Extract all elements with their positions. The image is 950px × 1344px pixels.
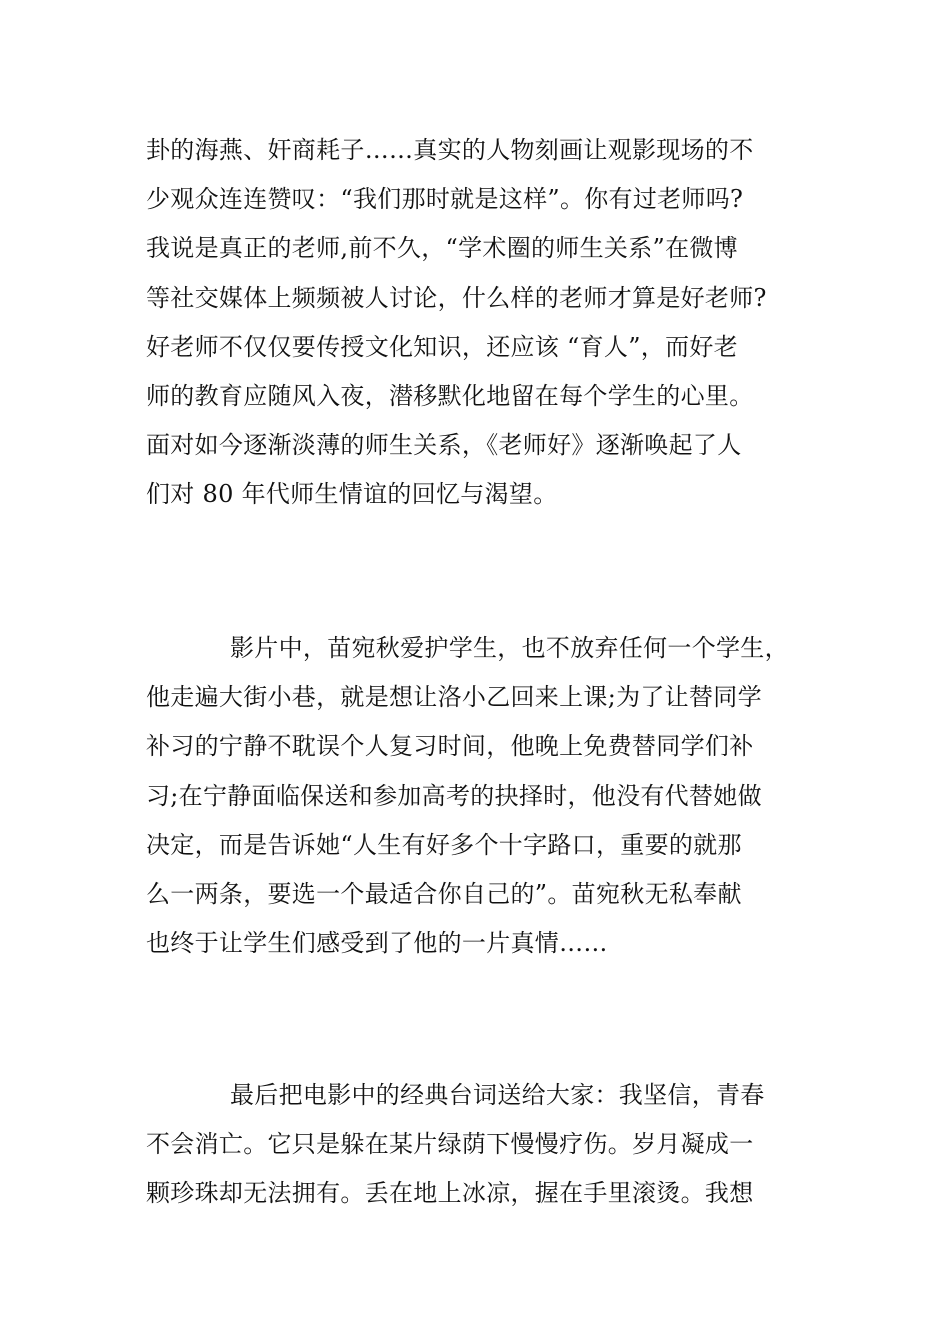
text-line: 少观众连连赞叹：“我们那时就是这样”。你有过老师吗? [146, 185, 744, 214]
text-line: 他走遍大街小巷，就是想让洛小乙回来上课;为了让替同学 [146, 683, 762, 712]
text-line: 好老师不仅仅要传授文化知识，还应该 “育人”，而好老 [146, 332, 738, 361]
paragraph-film-plot [146, 624, 826, 968]
text-line: 不会消亡。它只是躲在某片绿荫下慢慢疗伤。岁月凝成一 [146, 1130, 754, 1159]
text-line: 补习的宁静不耽误个人复习时间，他晚上免费替同学们补 [146, 732, 754, 761]
text-line: 颗珍珠却无法拥有。丢在地上冰凉，握在手里滚烫。我想 [146, 1179, 754, 1208]
text-line: 最后把电影中的经典台词送给大家：我坚信，青春 [230, 1081, 765, 1109]
text-line: 也终于让学生们感受到了他的一片真情…… [146, 929, 608, 958]
text-line: 习;在宁静面临保送和参加高考的抉择时，他没有代替她做 [146, 781, 762, 810]
text-line: 等社交媒体上频频被人讨论，什么样的老师才算是好老师? [146, 283, 767, 312]
text-line: 师的教育应随风入夜，潜移默化地留在每个学生的心里。 [146, 381, 754, 410]
text-line: 我说是真正的老师,前不久，“学术圈的师生关系”在微博 [146, 234, 738, 263]
text-line: 面对如今逐渐淡薄的师生关系，《老师好》逐渐唤起了人 [146, 431, 742, 460]
text-line: 卦的海燕、奸商耗子……真实的人物刻画让观影现场的不 [146, 136, 754, 164]
paragraph-teacher-relationship [146, 126, 826, 520]
paragraph-classic-quote [146, 1071, 826, 1219]
text-line: 么一两条，要选一个最适合你自己的”。苗宛秋无私奉献 [146, 879, 742, 908]
text-line: 影片中，苗宛秋爱护学生，也不放弃任何一个学生， [230, 634, 789, 662]
text-line: 们对 80 年代师生情谊的回忆与渴望。 [146, 480, 558, 509]
text-line: 决定，而是告诉她“人生有好多个十字路口，重要的就那 [146, 830, 742, 859]
